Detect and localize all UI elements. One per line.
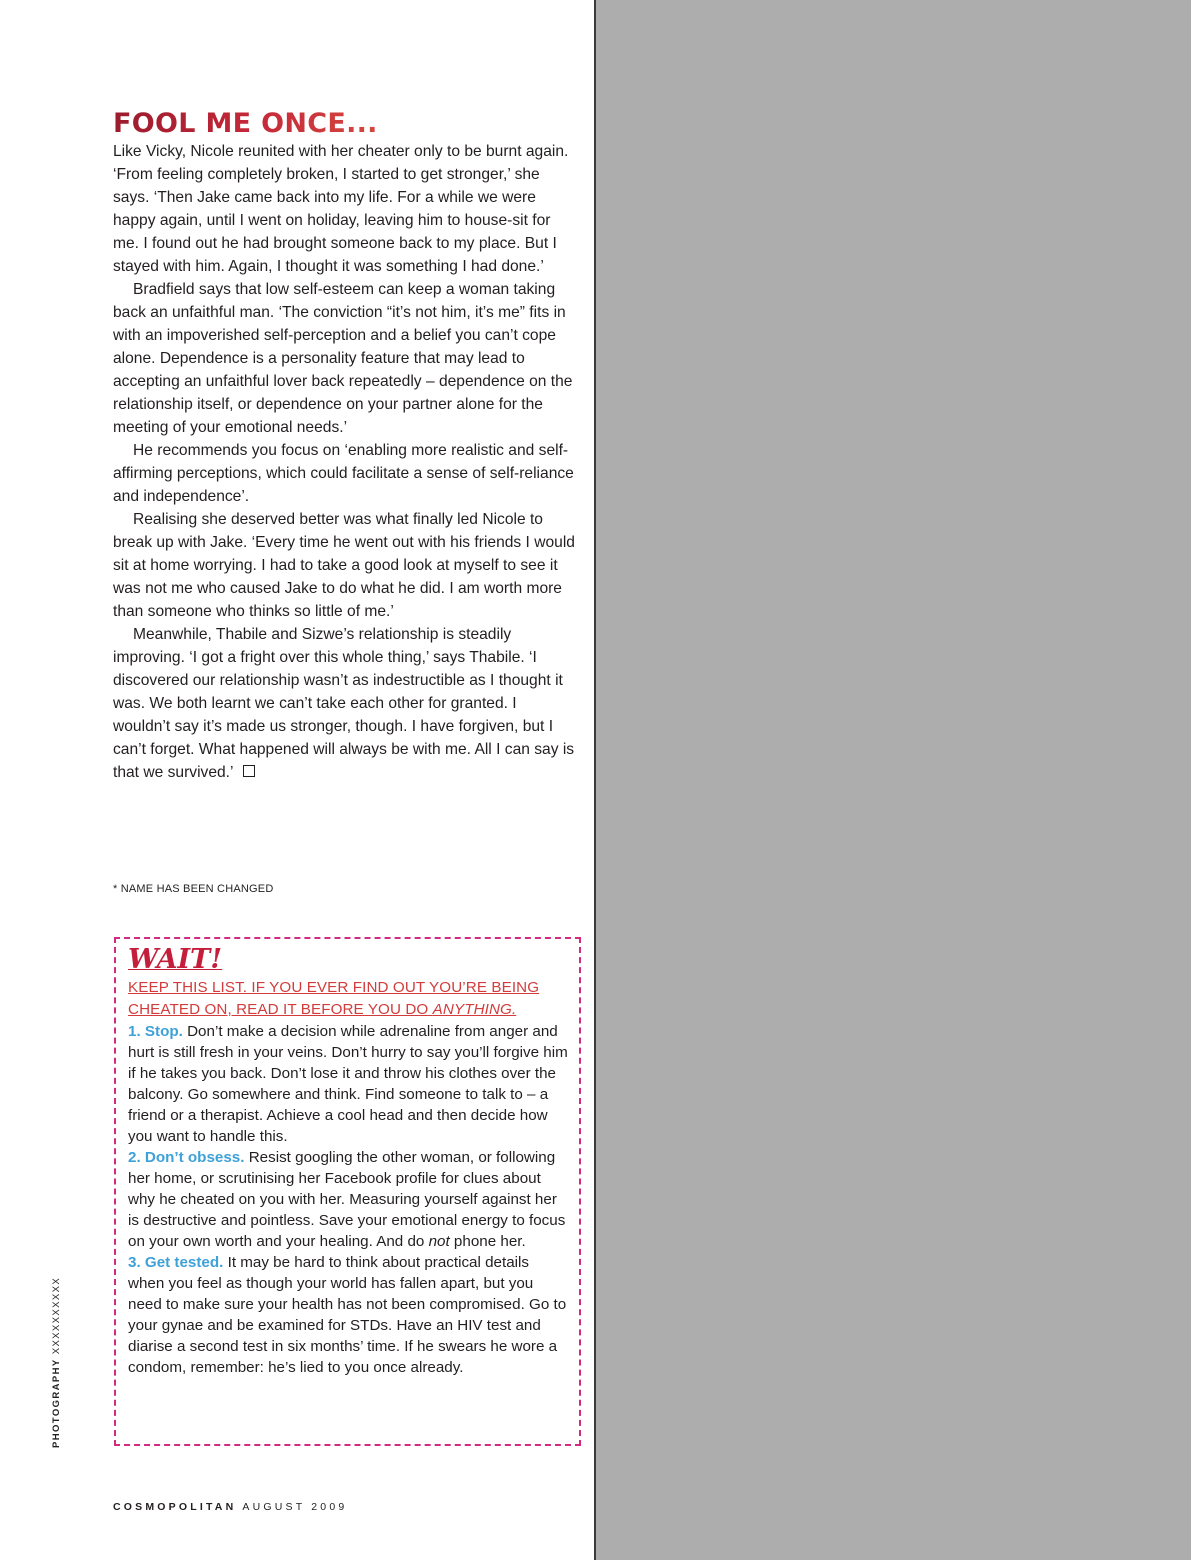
article-paragraph-final [113, 623, 575, 784]
wait-subtitle [128, 977, 569, 1021]
tip-text-end: phone her. [449, 1233, 526, 1250]
page-folio [113, 1501, 347, 1513]
article-paragraph: Realising she deserved better was what finally led Nicole to break up with Jake. ‘Every time he went out with his friends I would sit at home worrying. I had to take a good look at myself to see it was not me who caused Jake to do what he did. I am worth more than someone who thinks so little of me.’ [113, 511, 575, 620]
tip-heading: 1. Stop. [128, 1023, 183, 1040]
wait-title: WAIT! [128, 944, 223, 975]
tip-item [128, 1021, 569, 1147]
issue-date: AUGUST 2009 [242, 1501, 348, 1513]
tip-text: Resist googling the other woman, or following her home, or scrutinising her Facebook profile for clues about why he cheated on you with her. Measuring yourself against her is destructive and pointless. Save your emotional energy to focus on your own worth and your healing. And do [128, 1149, 566, 1250]
tip-heading: 3. Get tested. [128, 1254, 224, 1271]
article-body [113, 140, 575, 784]
tip-item [128, 1147, 569, 1252]
article-paragraph: He recommends you focus on ‘enabling more realistic and self-affirming perceptions, which could facilitate a sense of self-reliance and independence’. [113, 442, 574, 505]
magazine-name: COSMOPOLITAN [113, 1501, 237, 1513]
wait-subtitle-emphasis: ANYTHING. [432, 1001, 517, 1018]
tip-text: Don’t make a decision while adrenaline from anger and hurt is still fresh in your veins. Don’t hurry to say you’ll forgive him if he takes you back. Don’t lose it and throw his clothes over the balcony. Go somewhere and think. Find someone to talk to – a friend or a therapist. Achieve a cool head and then decide how you want to handle this. [128, 1023, 568, 1145]
article-paragraph: Like Vicky, Nicole reunited with her cheater only to be burnt again. ‘From feeling completely broken, I started to get stronger,’ she says. ‘Then Jake came back into my life. For a while we were happy again, until I went on holiday, leaving him to house-sit for me. I found out he had brought someone back to my place. But I stayed with him. Again, I thought it was something I had done.’ [113, 143, 569, 275]
wait-sidebar-box [114, 937, 581, 1446]
section-heading: FOOL ME ONCE... [113, 108, 378, 139]
end-mark-icon [243, 765, 255, 777]
wait-subtitle-main: KEEP THIS LIST. IF YOU EVER FIND OUT YOU’RE BEING CHEATED ON, READ IT BEFORE YOU DO [128, 979, 540, 1018]
article-paragraph: Bradfield says that low self-esteem can keep a woman taking back an unfaithful man. ‘The conviction “it’s not him, it’s me” fits in with an impoverished self-perception and a belief you can’t cope alone. Dependence is a personality feature that may lead to accepting an unfaithful lover back repeatedly – dependence on the relationship itself, or dependence on your partner alone for the meeting of your emotional needs.’ [113, 281, 573, 436]
credit-label: PHOTOGRAPHY [51, 1358, 62, 1448]
blank-gray-panel [594, 0, 1191, 1560]
article-column [113, 108, 575, 784]
tip-heading: 2. Don’t obsess. [128, 1149, 245, 1166]
tips-list [128, 1021, 569, 1378]
tip-item [128, 1252, 569, 1378]
tip-text-emphasis: not [428, 1233, 450, 1250]
tip-text: It may be hard to think about practical details when you feel as though your world has fallen apart, but you need to make sure your health has not been compromised. Go to your gynae and be examined for STDs. Have an HIV test and diarise a second test in six months’ time. If he swears he wore a condom, remember: he’s lied to you once already. [128, 1254, 567, 1376]
credit-value: XXXXXXXXXX [51, 1276, 62, 1355]
photography-credit [51, 1277, 62, 1448]
article-paragraph-text: Meanwhile, Thabile and Sizwe’s relationship is steadily improving. ‘I got a fright over this whole thing,’ says Thabile. ‘I discovered our relationship wasn’t as indestructible as I thought it was. We both learnt we can’t take each other for granted. I wouldn’t say it’s made us stronger, though. I have forgiven, but I can’t forget. What happened will always be with me. All I can say is that we survived.’ [113, 626, 575, 781]
footnote: * NAME HAS BEEN CHANGED [113, 883, 274, 895]
